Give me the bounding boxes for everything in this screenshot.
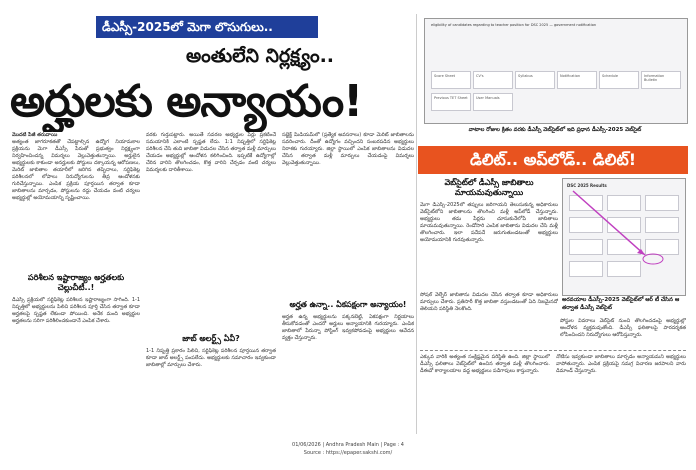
article-subhead: అంతులేని నిర్లక్ష్యం.. — [185, 45, 335, 67]
right-article-subhead: వెబ్‌సైట్‌లో డీఎస్సీ జాబితాలు మాయమవుతున్నాయి — [444, 178, 534, 197]
bottom-article-body: ఎక్కువ వారికి అత్యంత సంక్లిష్టమైన పరిస్థితి ఉంది. జిల్లా స్థాయిలో డీఎస్సీ ఫలితాలు వెబ్‌సైట్‌లో ఉంచిన తర్వాత మళ్లీ తొలగించారు. డీఈవో కార్యాలయాల వద్ద అభ్యర్థులు పడిగాపులు కాస్తున్నారు. — [420, 354, 550, 374]
screenshot-tile: Previous TET Sheet — [431, 93, 471, 111]
screenshot-2-caption: అరవయాల డీఎస్సీ-2025 వెబ్‌సైట్‌లో ఆర్ టీ చేసిన ఆ తర్వాత డీఎస్సీ వెబ్‌సైట్ — [562, 297, 680, 311]
screenshot-tile: CV's — [473, 71, 513, 89]
footer-date-line: 01/06/2026 | Andhra Pradesh Main | Page : 4 — [292, 442, 404, 448]
footer-source-line: Source : https://epaper.sakshi.com/ — [303, 450, 393, 456]
right-article-body: సోషల్ వెల్ఫేర్ జాబితాను విడుదల చేసిన తర్వాత కూడా అధికారులు మార్పులు చేశారు. ప్రతిసారీ కొత్త జాబితా వస్తుండటంతో ఏది నిజమైనదో తెలియని పరిస్థితి నెలకొంది. — [420, 292, 558, 312]
website-screenshot-1 — [424, 18, 688, 124]
screenshot-tile: Syllabus — [515, 71, 555, 89]
column-subhead: పరిశీలన ఇష్టారాజ్యం అర్హతలకు చెల్లుచీటీ..! — [27, 273, 125, 292]
right-article-body: మెగా డీఎస్సీ-2025లో తప్పులు జరిగాయని తెలుసుకున్న అధికారులు వెబ్‌సైట్‌లోని జాబితాలను తొలగించి మళ్లీ అప్‌లోడ్ చేస్తున్నారు. అభ్యర్థులు తమ పేర్లను చూసుకునేలోపే జాబితాలు మాయమవుతున్నాయి. రెండోసారి ఎంపిక జాబితాను విడుదల చేసి మళ్లీ తొలగించారు. ఇలా పదేపదే జరుగుతుండటంతో అభ్యర్థులు అయోమయానికి గురవుతున్నారు. — [420, 202, 558, 243]
screenshot-tile: Schedule — [599, 71, 639, 89]
article-column-1 — [12, 132, 140, 432]
column-body: 1-1 నిష్పత్తి ప్రకారం పిలిచి, సర్టిఫికెట్ల పరిశీలన పూర్తయిన తర్వాత కూడా జాబ్ అలర్ట్స్ పంపలేదు. అభ్యర్థులకు సమాచారం ఇవ్వకుండా జాబితాల్లో మార్పులు చేశారు. — [146, 348, 276, 368]
section-tag: డీఎస్సీ-2025లో మెగా లొసుగులు.. — [96, 16, 318, 38]
column-body: వరకు గుర్తుపట్టారు. అయితే సవరణ అభ్యర్థుల పేర్లు ప్రకటించే సమయానికి ఎలాంటి స్పష్టత లేదు. 1:1 నిష్పత్తిలో సర్టిఫికెట్ల పరిశీలన చేసి తుది జాబితా విడుదల చేసిన తర్వాత మళ్లీ మార్పులు చేయడం అభ్యర్థుల్లో ఆందోళన కలిగించింది. ఇప్పటికే ఉద్యోగాల్లో చేరిన వారిని తొలగించడం, కొత్త వారిని చేర్చడం వంటి చర్యలు విమర్శలకు దారితీశాయి. — [146, 132, 276, 173]
screenshot-banner: eligibility of candidates regarding to teacher position for DSC 2025 — government notification — [431, 23, 597, 27]
article-column-3 — [282, 132, 414, 432]
bottom-article-left — [420, 354, 550, 430]
right-article-lower — [560, 318, 686, 352]
screenshot-1-caption: వాటాల రోజుల క్రితం వరకు డీఎస్సీ వెబ్‌సైట్‌లో ఇది ప్రధాన డీఎస్సీ-2025 వెబ్‌సైట్ — [468, 127, 642, 133]
column-intro: మొదటి పేజీ తరువాయి — [12, 132, 58, 138]
column-body: అర్హత ఉన్న అభ్యర్థులను పక్కనబెట్టి, ఏకపక్షంగా నిర్ణయాలు తీసుకోవడంతో ఎందరో అర్హులు అన్యాయానికి గురయ్యారు. ఎంపిక జాబితాలో పేరున్నా పోస్టింగ్ ఇవ్వకపోవడంపై అభ్యర్థులు ఆవేదన వ్యక్తం చేస్తున్నారు. — [282, 314, 414, 341]
screenshot-tile: User Manuals — [473, 93, 513, 111]
column-subhead: జాబ్ అలర్ట్స్ ఏవీ? — [182, 334, 240, 343]
column-body: అత్యంత జాగరూకతతో చేపట్టాల్సిన ఉద్యోగ నియామకాల ప్రక్రియను మెగా డీఎస్సీ పేరుతో ప్రభుత్వం నిర్లక్ష్యంగా నిర్వహించిందన్న విమర్శలు వెల్లువెత్తుతున్నాయి. అర్హులైన అభ్యర్థులకు కాకుండా అనర్హులకు పోస్టులు దక్కాయన్న ఆరోపణలు, మెరిట్ జాబితాల తయారీలో జరిగిన తప్పిదాలు, సర్టిఫికెట్ల పరిశీలనలో లోపాలు నిరుద్యోగులను తీవ్ర ఆందోళనకు గురిచేస్తున్నాయి. ఎంపిక ప్రక్రియ పూర్తయిన తర్వాత కూడా జాబితాలను మార్చడం, పోస్టులను రద్దు చేయడం వంటి చర్యలు అభ్యర్థుల్లో అయోమయాన్ని సృష్టించాయి. — [12, 139, 140, 201]
red-banner: డిలిట్.. అప్‌లోడ్.. డిలిట్! — [418, 146, 688, 174]
bottom-article-right — [556, 354, 686, 430]
article-column-2 — [146, 132, 276, 432]
screenshot-tile: Information Bulletin — [641, 71, 681, 89]
column-body: సబ్జెక్ట్‌ మీడియమ్‌లో (ప్రత్యేక అవసరాలు) కూడా మెరిట్ జాబితాలను సవరించారు. దీంతో ఉద్యోగం వచ్చిందని సంబరపడిన అభ్యర్థులు నిరాశకు గురయ్యారు. జిల్లా స్థాయిలో ఎంపిక జాబితాలను విడుదల చేసిన తర్వాత మళ్లీ మార్పులు చేయడంపై విమర్శలు వెల్లువెత్తుతున్నాయి. — [282, 132, 414, 166]
screenshot-2-title: DSC 2025 Results — [567, 183, 607, 188]
article-headline: అర్హులకు అన్యాయం! — [10, 76, 363, 127]
bottom-article-body: నోటీసు ఇవ్వకుండా జాబితాలు మార్చడం అన్యాయమని అభ్యర్థులు వాపోతున్నారు. ఎంపిక ప్రక్రియపై సమగ్ర విచారణ జరపాలని వారు డిమాండ్ చేస్తున్నారు. — [556, 354, 686, 374]
right-article-body: పోస్టుల వివరాలు వెబ్‌సైట్ నుంచి తొలగించడంపై అభ్యర్థుల్లో ఆందోళన వ్యక్తమవుతోంది. డీఎస్సీ ఫలితాలపై పారదర్శకత లోపించిందని నిరుద్యోగులు ఆరోపిస్తున్నారు. — [560, 318, 686, 338]
section-divider — [420, 350, 686, 351]
screenshot-tile: Notification — [557, 71, 597, 89]
column-subhead: అర్హత ఉన్నా.. ఏకపక్షంగా అన్యాయం! — [289, 300, 407, 309]
website-screenshot-2 — [562, 178, 686, 296]
highlight-arrow-icon — [563, 179, 685, 295]
column-body: డీఎస్సీ ప్రక్రియలో సర్టిఫికెట్ల పరిశీలన ఇష్టారాజ్యంగా సాగింది. 1-1 నిష్పత్తిలో అభ్యర్థులను పిలిచి పరిశీలన పూర్తి చేసిన తర్వాత కూడా అర్హతలపై స్పష్టత లేకుండా పోయింది. అనేక మంది అభ్యర్థుల అర్హతలను సరిగా పరిశీలించకుండానే ఎంపిక చేశారు. — [12, 297, 140, 324]
right-article — [420, 178, 558, 344]
column-divider — [416, 14, 417, 434]
screenshot-tile: Score Sheet — [431, 71, 471, 89]
page-footer — [0, 441, 696, 457]
